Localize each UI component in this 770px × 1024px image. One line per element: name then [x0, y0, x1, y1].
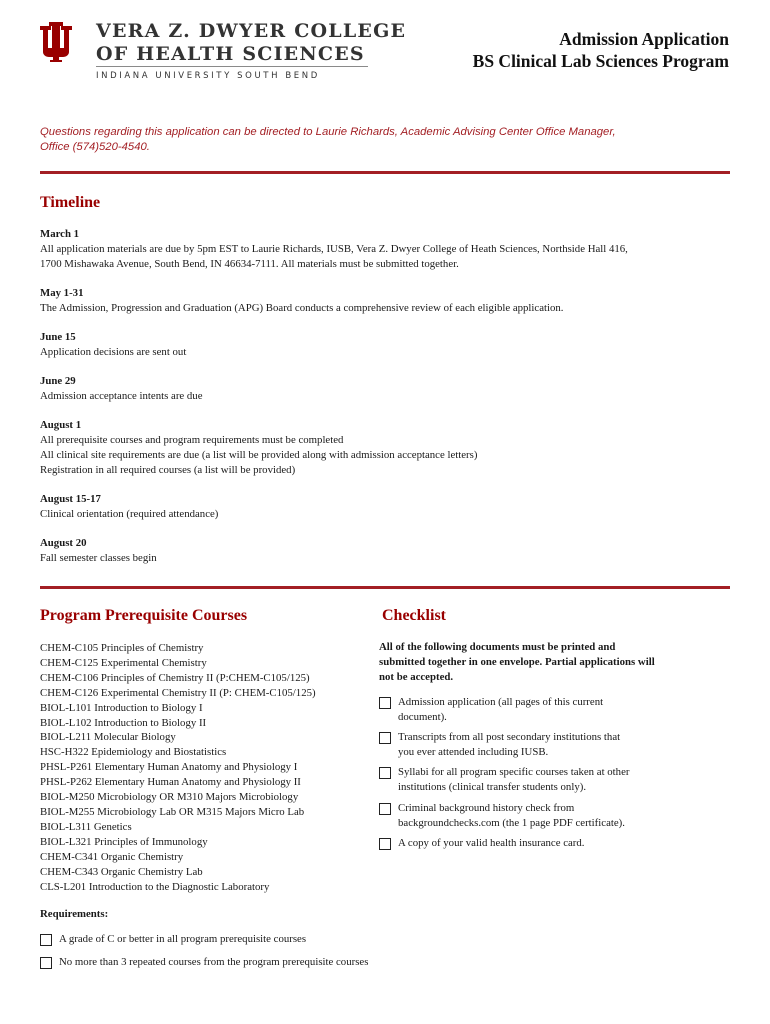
- timeline-entry: [40, 374, 730, 404]
- timeline-description: Clinical orientation (required attendance): [40, 508, 219, 520]
- timeline-date: March 1: [40, 228, 80, 240]
- timeline-entry: [40, 286, 730, 316]
- course-item: CHEM-C343 Organic Chemistry Lab: [40, 865, 203, 878]
- timeline-entry: [40, 330, 730, 360]
- requirement-checkbox[interactable]: [40, 957, 52, 969]
- checklist-checkbox[interactable]: [379, 697, 391, 709]
- timeline-description: Admission acceptance intents are due: [40, 390, 203, 402]
- checklist-item-line: A copy of your valid health insurance card.: [398, 837, 585, 849]
- checklist-title: Checklist: [382, 607, 446, 624]
- checklist-intro-line: All of the following documents must be printed and: [379, 641, 616, 653]
- timeline-description: Fall semester classes begin: [40, 552, 157, 564]
- course-item: CHEM-C105 Principles of Chemistry: [40, 642, 204, 654]
- timeline-description: All prerequisite courses and program requirements must be completed: [40, 434, 344, 446]
- section-divider-top: [40, 171, 730, 174]
- timeline-date: May 1-31: [40, 287, 84, 299]
- iu-trident-logo-icon: [39, 20, 73, 62]
- timeline-date: August 15-17: [40, 493, 101, 505]
- timeline-title: Timeline: [40, 194, 101, 211]
- course-item: BIOL-L101 Introduction to Biology I: [40, 701, 203, 714]
- requirement-checkbox[interactable]: [40, 934, 52, 946]
- section-divider-middle: [40, 586, 730, 589]
- course-item: CLS-L201 Introduction to the Diagnostic Laboratory: [40, 880, 270, 893]
- course-item: PHSL-P262 Elementary Human Anatomy and Physiology II: [40, 776, 301, 789]
- course-list: [40, 641, 316, 894]
- contact-line1: Questions regarding this application can be directed to Laurie Richards, Academic Advising Center Office Manager,: [40, 126, 616, 138]
- timeline-entry: [40, 418, 730, 478]
- checklist-item-line: Transcripts from all post secondary institutions that: [398, 731, 621, 743]
- requirement-label: A grade of C or better in all program prerequisite courses: [59, 933, 307, 945]
- checklist-intro-line: submitted together in one envelope. Partial applications will: [379, 656, 655, 668]
- title-line2: BS Clinical Lab Sciences Program: [472, 51, 729, 71]
- contact-note: [40, 125, 720, 155]
- checklist-item-syllabi[interactable]: [379, 765, 709, 795]
- checklist-item-text: [398, 765, 629, 795]
- checklist-item-transcripts[interactable]: [379, 730, 709, 760]
- timeline-date: August 20: [40, 537, 87, 549]
- checklist-item-insurance[interactable]: [379, 836, 709, 851]
- checklist-item-line: document).: [398, 711, 447, 723]
- checklist-item-background-check[interactable]: [379, 801, 709, 831]
- checklist-checkbox[interactable]: [379, 803, 391, 815]
- course-item: BIOL-L211 Molecular Biology: [40, 731, 176, 744]
- timeline-description: The Admission, Progression and Graduation (APG) Board conducts a comprehensive review of each eligible application.: [40, 302, 564, 314]
- requirement-label: No more than 3 repeated courses from the program prerequisite courses: [59, 956, 369, 968]
- timeline-entry: [40, 536, 730, 566]
- course-item: BIOL-L311 Genetics: [40, 820, 132, 833]
- course-item: BIOL-M255 Microbiology Lab OR M315 Majors Micro Lab: [40, 805, 305, 818]
- checklist-item-line: backgroundchecks.com (the 1 page PDF certificate).: [398, 817, 625, 829]
- course-item: BIOL-L102 Introduction to Biology II: [40, 716, 207, 729]
- checklist-item-text: [398, 730, 620, 760]
- college-wordmark: [96, 20, 406, 66]
- college-name-line1: VERA Z. DWYER COLLEGE: [96, 20, 407, 42]
- timeline-date: June 15: [40, 331, 76, 343]
- checklist-item-application[interactable]: [379, 695, 709, 725]
- course-item: CHEM-C125 Experimental Chemistry: [40, 656, 207, 669]
- timeline-entry: [40, 227, 730, 272]
- checklist-intro: [379, 640, 709, 685]
- requirement-item[interactable]: [40, 956, 368, 969]
- course-item: BIOL-L321 Principles of Immunology: [40, 835, 208, 848]
- prerequisites-title: Program Prerequisite Courses: [40, 607, 248, 624]
- checklist-item-line: Admission application (all pages of this current: [398, 696, 604, 708]
- timeline-date: August 1: [40, 419, 82, 431]
- requirement-item[interactable]: [40, 933, 306, 946]
- checklist-item-line: you ever attended including IUSB.: [398, 746, 549, 758]
- checklist-checkbox[interactable]: [379, 732, 391, 744]
- university-name: INDIANA UNIVERSITY SOUTH BEND: [96, 71, 320, 81]
- timeline-list: [40, 227, 730, 580]
- logo-divider: [96, 66, 368, 67]
- course-item: CHEM-C341 Organic Chemistry: [40, 850, 184, 863]
- timeline-date: June 29: [40, 375, 76, 387]
- course-item: CHEM-C126 Experimental Chemistry II (P: CHEM-C105/125): [40, 686, 316, 699]
- checklist-intro-line: not be accepted.: [379, 671, 454, 683]
- timeline-description: Registration in all required courses (a list will be provided): [40, 464, 296, 476]
- timeline-description: All application materials are due by 5pm EST to Laurie Richards, IUSB, Vera Z. Dwyer College of Heath Sciences, Northside Hall 416,: [40, 243, 628, 255]
- timeline-description: Application decisions are sent out: [40, 346, 187, 358]
- checklist-item-line: institutions (clinical transfer students only).: [398, 781, 587, 793]
- checklist-item-line: Criminal background history check from: [398, 802, 575, 814]
- timeline-description: 1700 Mishawaka Avenue, South Bend, IN 46634-7111. All materials must be submitted together.: [40, 258, 459, 270]
- timeline-entry: [40, 492, 730, 522]
- title-line1: Admission Application: [559, 29, 729, 49]
- course-item: CHEM-C106 Principles of Chemistry II (P:CHEM-C105/125): [40, 671, 310, 684]
- checklist-checkbox[interactable]: [379, 838, 391, 850]
- course-item: PHSL-P261 Elementary Human Anatomy and Physiology I: [40, 761, 298, 774]
- document-title: [473, 28, 729, 72]
- checklist-checkbox[interactable]: [379, 767, 391, 779]
- checklist-item-text: [398, 836, 584, 851]
- course-item: BIOL-M250 Microbiology OR M310 Majors Microbiology: [40, 791, 299, 804]
- checklist-item-text: [398, 801, 625, 831]
- course-item: HSC-H322 Epidemiology and Biostatistics: [40, 746, 227, 759]
- college-name-line2: OF HEALTH SCIENCES: [96, 43, 365, 65]
- checklist-item-line: Syllabi for all program specific courses taken at other: [398, 766, 630, 778]
- contact-line2: Office (574)520-4540.: [40, 141, 150, 153]
- checklist-item-text: [398, 695, 603, 725]
- timeline-description: All clinical site requirements are due (a list will be provided along with admission acceptance letters): [40, 449, 478, 461]
- requirements-title: Requirements:: [40, 908, 109, 920]
